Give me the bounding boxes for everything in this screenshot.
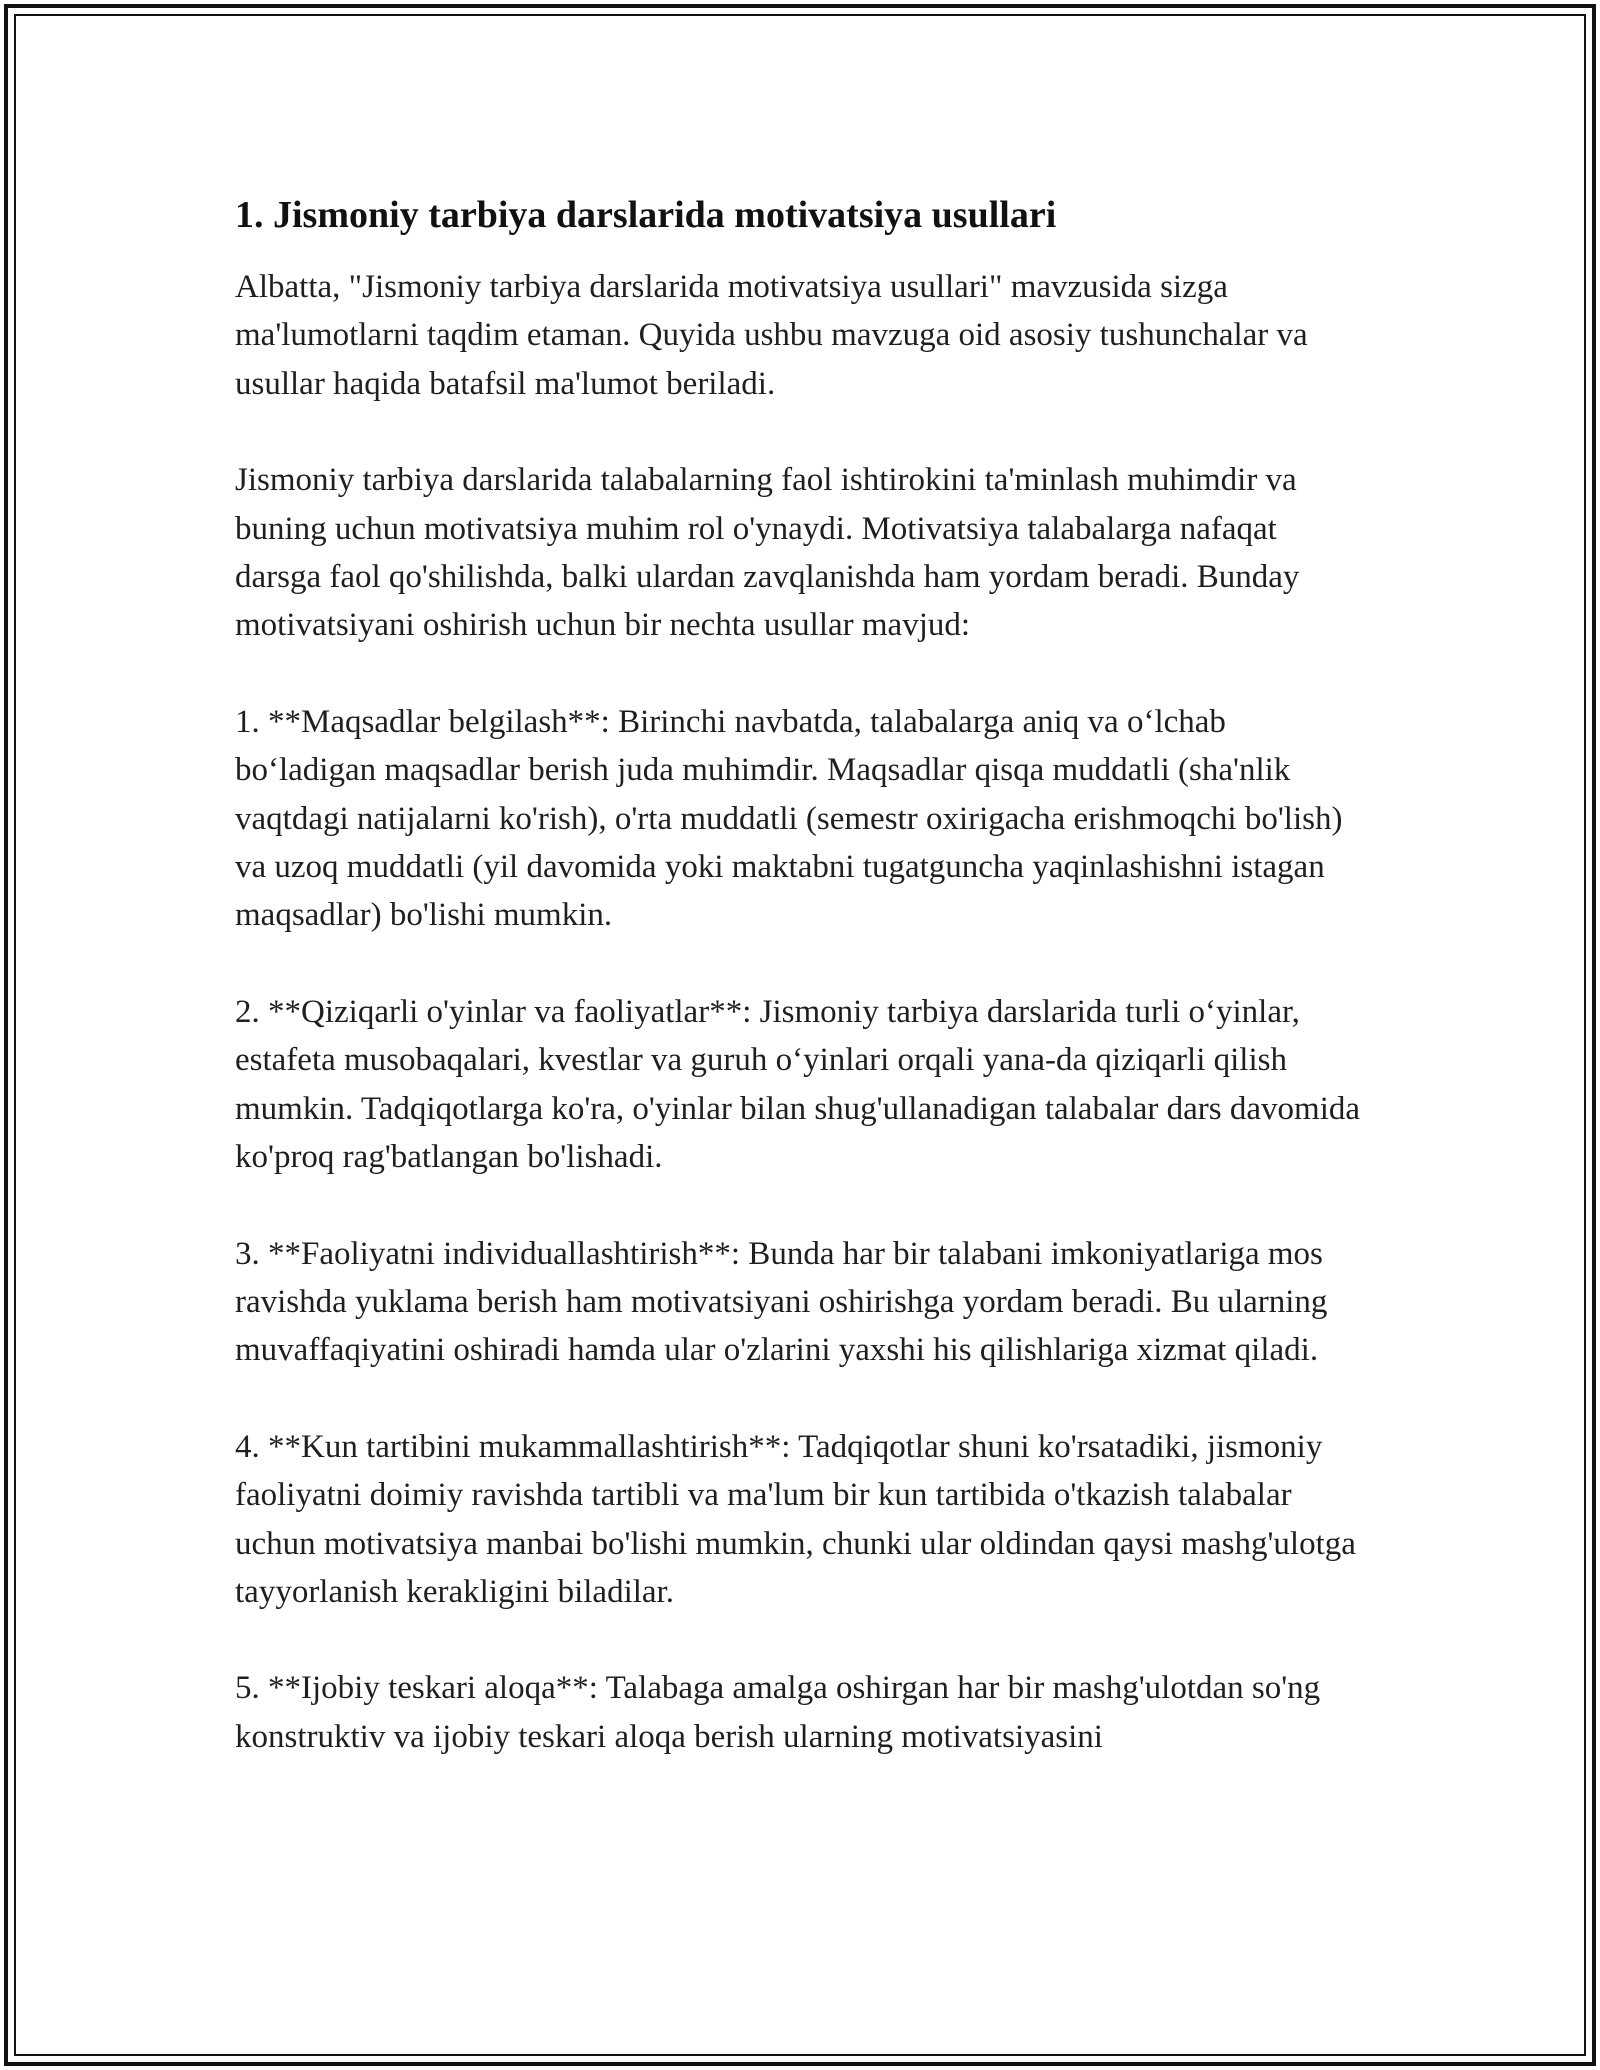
paragraph-item-3: 3. **Faoliyatni individuallashtirish**: Bunda har bir talabani imkoniyatlariga mos ravishda yuklama berish ham motivatsiyani oshirishga yordam beradi. Bu ularning muvaffaqiyatini oshiradi hamda ular o'zlarini yaxshi his qilishlariga xizmat qiladi. [235,1235,1328,1369]
paragraph-overview: Jismoniy tarbiya darslarida talabalarning faol ishtirokini ta'minlash muhimdir va buning uchun motivatsiya muhim rol o'ynaydi. Motivatsiya talabalarga nafaqat darsga faol qo'shilishda, balki ulardan zavqlanishda ham yordam beradi. Bunday motivatsiyani oshirish uchun bir nechta usullar mavjud: [235,462,1300,644]
paragraph-item-5: 5. **Ijobiy teskari aloqa**: Talabaga amalga oshirgan har bir mashg'ulotdan so'ng konstruktiv va ijobiy teskari aloqa berish ularning motivatsiyasini [235,1670,1321,1755]
paragraph-intro: Albatta, "Jismoniy tarbiya darslarida motivatsiya usullari" mavzusida sizga ma'lumotlarni taqdim etaman. Quyida ushbu mavzuga oid asosiy tushunchalar va usullar haqida batafsil ma'lumot beriladi. [235,269,1308,402]
document-title: 1. Jismoniy tarbiya darslarida motivatsiya usullari [235,194,1057,236]
document-body [235,190,1370,1809]
paragraph-item-4: 4. **Kun tartibini mukammallashtirish**: Tadqiqotlar shuni ko'rsatadiki, jismoniy faoliyatni doimiy ravishda tartibli va ma'lum bir kun tartibida o'tkazish talabalar uchun motivatsiya manbai bo'lishi mumkin, chunki ular oldindan qaysi mashg'ulotga tayyorlanish kerakligini biladilar. [235,1428,1356,1610]
paragraph-item-1: 1. **Maqsadlar belgilash**: Birinchi navbatda, talabalarga aniq va o‘lchab bo‘ladigan maqsadlar berish juda muhimdir. Maqsadlar qisqa muddatli (sha'nlik vaqtdagi natijalarni ko'rish), o'rta muddatli (semestr oxirigacha erishmoqchi bo'lish) va uzoq muddatli (yil davomida yoki maktabni tugatguncha yaqinlashishni istagan maqsadlar) bo'lishi mumkin. [235,703,1343,934]
paragraph-item-2: 2. **Qiziqarli o'yinlar va faoliyatlar**: Jismoniy tarbiya darslarida turli o‘yinlar, estafeta musobaqalari, kvestlar va guruh o‘yinlari orqali yana-da qiziqarli qilish mumkin. Tadqiqotlarga ko'ra, o'yinlar bilan shug'ullanadigan talabalar dars davomida ko'proq rag'batlangan bo'lishadi. [235,993,1361,1176]
